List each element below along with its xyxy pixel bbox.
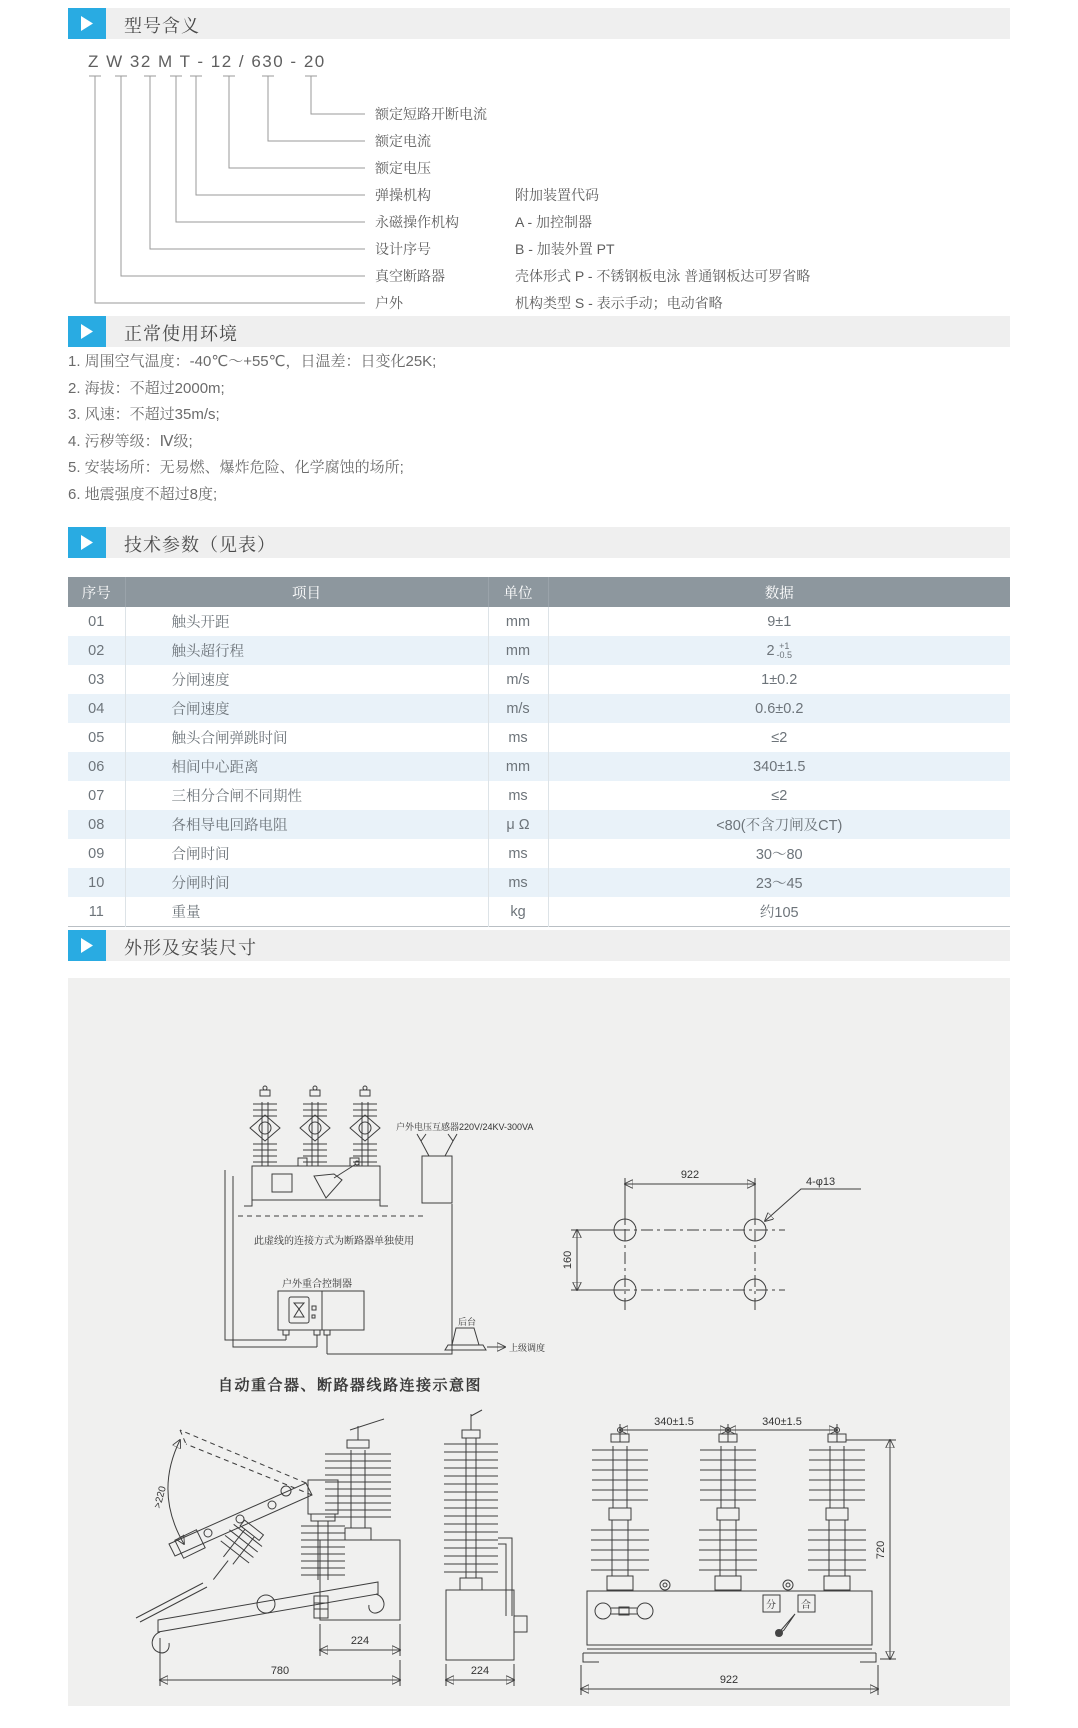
cell-no: 11 xyxy=(68,897,125,927)
cell-unit: m/s xyxy=(488,694,548,723)
controller-label: 户外重合控制器 xyxy=(282,1279,352,1290)
tolerance-lower: -0.5 xyxy=(776,649,793,660)
cell-item: 合闸时间 xyxy=(125,839,488,868)
front-view-phase-dim-1: 340±1.5 xyxy=(654,1416,694,1428)
front-view-height-dim: 720 xyxy=(875,1540,887,1560)
table-row xyxy=(68,665,1010,694)
section-title: 正常使用环境 xyxy=(124,324,238,344)
cell-no: 04 xyxy=(68,694,125,723)
model-note: 附加装置代码 xyxy=(515,187,599,203)
section-header-environment xyxy=(68,316,1010,347)
environment-item: 6. 地震强度不超过8度; xyxy=(68,486,218,503)
front-view-width-dim: 922 xyxy=(719,1674,739,1686)
cell-no: 09 xyxy=(68,839,125,868)
cell-item: 触头超行程 xyxy=(125,636,488,665)
cell-value: 340±1.5 xyxy=(753,758,806,775)
table-row xyxy=(68,897,1010,927)
section-header-tech-params xyxy=(68,527,1010,558)
section-header-dimensions xyxy=(68,930,1010,961)
front-view-drawing xyxy=(581,1416,896,1695)
model-label: 设计序号 xyxy=(375,241,431,257)
cell-unit: ms xyxy=(488,868,548,897)
mounting-holes-drawing xyxy=(562,1169,861,1314)
cell-unit: mm xyxy=(488,607,548,636)
col-header-item: 项目 xyxy=(125,577,488,607)
cell-unit: kg xyxy=(488,897,548,927)
model-label: 额定短路开断电流 xyxy=(375,106,487,122)
cell-value: 1±0.2 xyxy=(761,671,798,688)
cell-value: 23～45 xyxy=(755,876,803,892)
play-arrow-icon xyxy=(68,316,106,347)
holes-diameter-dim: 4-φ13 xyxy=(806,1176,836,1188)
cell-item: 分闸速度 xyxy=(125,665,488,694)
table-row xyxy=(68,839,1010,868)
cell-unit: μ Ω xyxy=(488,810,548,839)
cell-item: 相间中心距离 xyxy=(125,752,488,781)
table-row xyxy=(68,607,1010,636)
cell-item: 触头开距 xyxy=(125,607,488,636)
cell-unit: ms xyxy=(488,723,548,752)
model-note: 机构类型 S - 表示手动；电动省略 xyxy=(515,295,723,311)
environment-item: 1. 周围空气温度：-40℃～+55℃，日温差：日变化25K; xyxy=(68,353,437,370)
cell-value: 0.6±0.2 xyxy=(755,700,804,717)
tech-params-table xyxy=(68,577,1010,927)
section-title-bar xyxy=(106,316,1010,347)
play-arrow-icon xyxy=(68,8,106,39)
cell-unit: m/s xyxy=(488,665,548,694)
cell-item: 合闸速度 xyxy=(125,694,488,723)
pole-view-drawing xyxy=(444,1410,527,1686)
environment-item: 3. 风速：不超过35m/s; xyxy=(68,406,220,423)
holes-height-dim: 160 xyxy=(562,1250,574,1270)
table-row xyxy=(68,636,1010,665)
section-title-bar xyxy=(106,8,1010,39)
dashed-line-note: 此虚线的连接方式为断路器单独使用 xyxy=(254,1236,414,1247)
recloser-wiring-schematic-drawing xyxy=(218,1086,545,1394)
col-header-data: 数据 xyxy=(548,577,1010,607)
section-title-bar xyxy=(106,930,1010,961)
model-note: B - 加装外置 PT xyxy=(515,241,615,257)
cell-item: 触头合闸弹跳时间 xyxy=(125,723,488,752)
tolerance-upper: +1 xyxy=(779,640,790,651)
cell-no: 05 xyxy=(68,723,125,752)
col-header-unit: 单位 xyxy=(488,577,548,607)
col-header-no: 序号 xyxy=(68,577,125,607)
cell-no: 02 xyxy=(68,636,125,665)
schematic-caption: 自动重合器、断路器线路连接示意图 xyxy=(218,1377,483,1394)
model-label: 额定电流 xyxy=(375,133,431,149)
backend-label: 后台 xyxy=(458,1317,477,1327)
environment-item: 5. 安装场所：无易燃、爆炸危险、化学腐蚀的场所; xyxy=(68,459,404,476)
cell-value: ≤2 xyxy=(771,787,788,804)
front-view-phase-dim-2: 340±1.5 xyxy=(762,1416,802,1428)
cell-value: ≤2 xyxy=(771,729,788,746)
cell-no: 03 xyxy=(68,665,125,694)
model-label: 户外 xyxy=(375,295,403,311)
table-row xyxy=(68,781,1010,810)
section-header-model-meaning xyxy=(68,8,1010,39)
section-title: 型号含义 xyxy=(124,16,200,36)
pole-view-base-dim: 224 xyxy=(470,1665,490,1677)
model-label: 额定电压 xyxy=(375,160,431,176)
cell-no: 07 xyxy=(68,781,125,810)
table-row xyxy=(68,694,1010,723)
close-indicator-label: 合 xyxy=(801,1600,811,1611)
cell-value: 30～80 xyxy=(755,847,803,863)
tolerance-stack xyxy=(777,642,793,660)
cell-no: 10 xyxy=(68,868,125,897)
dispatch-label: 上级调度 xyxy=(509,1343,546,1353)
environment-item: 2. 海拔：不超过2000m; xyxy=(68,380,225,397)
side-view-angle-dim: >220 xyxy=(152,1485,169,1510)
play-arrow-icon xyxy=(68,527,106,558)
side-view-overall-dim: 780 xyxy=(270,1665,290,1677)
model-note: A - 加控制器 xyxy=(515,214,593,230)
cell-no: 06 xyxy=(68,752,125,781)
table-row xyxy=(68,752,1010,781)
cell-value: <80(不含刀闸及CT) xyxy=(716,818,843,834)
cell-unit: ms xyxy=(488,839,548,868)
model-label: 真空断路器 xyxy=(375,268,445,284)
side-view-drawing xyxy=(136,1419,400,1686)
cell-value: 约105 xyxy=(759,905,799,921)
cell-item: 各相导电回路电阻 xyxy=(125,810,488,839)
cell-item: 重量 xyxy=(125,897,488,927)
side-view-base-dim: 224 xyxy=(350,1635,370,1647)
section-title: 技术参数（见表） xyxy=(124,535,276,555)
model-label: 永磁操作机构 xyxy=(375,214,459,230)
model-label: 弹操机构 xyxy=(375,187,431,203)
cell-no: 08 xyxy=(68,810,125,839)
section-title: 外形及安装尺寸 xyxy=(124,938,257,958)
table-header-row xyxy=(68,577,1010,607)
cell-value: 9±1 xyxy=(767,613,792,630)
section-title-bar xyxy=(106,527,1010,558)
open-indicator-label: 分 xyxy=(766,1600,776,1611)
holes-width-dim: 922 xyxy=(680,1169,700,1181)
model-code: Z W 32 M T - 12 / 630 - 20 xyxy=(88,52,326,71)
technical-drawings xyxy=(68,978,1010,1706)
model-diagram-lines xyxy=(68,50,398,315)
model-note: 壳体形式 P - 不锈钢板电泳 普通钢板达可罗省略 xyxy=(515,268,811,284)
cell-unit: mm xyxy=(488,752,548,781)
cell-unit: mm xyxy=(488,636,548,665)
cell-item: 分闸时间 xyxy=(125,868,488,897)
table-row xyxy=(68,810,1010,839)
cell-item: 三相分合闸不同期性 xyxy=(125,781,488,810)
pt-label: 户外电压互感器220V/24KV-300VA xyxy=(396,1122,534,1132)
cell-no: 01 xyxy=(68,607,125,636)
value-base: 2 xyxy=(766,642,775,659)
table-row xyxy=(68,723,1010,752)
table-row xyxy=(68,868,1010,897)
dimension-drawings-panel xyxy=(68,978,1010,1706)
cell-unit: ms xyxy=(488,781,548,810)
play-arrow-icon xyxy=(68,930,106,961)
cell-value xyxy=(548,636,1010,665)
environment-item: 4. 污秽等级：Ⅳ级; xyxy=(68,433,193,450)
